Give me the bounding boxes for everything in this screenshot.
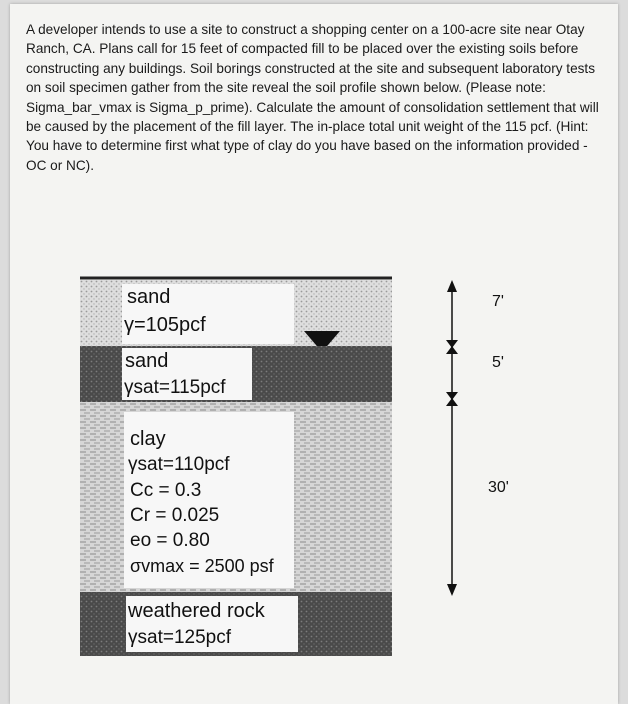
layer3-preconsolidation-stress: σvmax = 2500 psf — [130, 556, 274, 576]
layer3-name: clay — [130, 428, 166, 450]
layer2-name: sand — [125, 350, 169, 372]
thickness-label-layer1: 7' — [492, 293, 504, 310]
layer3-void-ratio: eo = 0.80 — [130, 530, 210, 551]
problem-statement: A developer intends to use a site to construct a shopping center on a 100-acre site near Otay Ranch, CA. Plans call for 15 feet of compacted fill to be placed over the existing soils before constructing any buildings. Soil borings constructed at the site and subsequent laboratory tests on soil specimen gather from the site reveal the soil profile shown below. (Please note: Sigma_bar_vmax is Sigma_p_prime). Calculate the amount of consolidation settlement that will be caused by the placement of the fill layer. The in-place total unit weight of the 115 pcf. (Hint: You have to determine first what type of clay do you have based on the information provided - OC or NC). — [26, 22, 599, 173]
layer2-unit-weight: γsat=115pcf — [124, 377, 226, 398]
thickness-label-layer2: 5' — [492, 354, 504, 371]
layer4-unit-weight: γsat=125pcf — [128, 627, 231, 648]
layer3-compression-index: Cc = 0.3 — [130, 480, 202, 501]
layer1-unit-weight: γ=105pcf — [124, 314, 206, 336]
dimension-arrow-icon — [446, 280, 458, 596]
layer3-recompression-index: Cr = 0.025 — [130, 505, 220, 526]
layer1-name: sand — [127, 286, 171, 308]
layer4-name: weathered rock — [128, 600, 265, 622]
layer3-unit-weight: γsat=110pcf — [128, 454, 230, 475]
thickness-label-layer3: 30' — [488, 479, 509, 496]
